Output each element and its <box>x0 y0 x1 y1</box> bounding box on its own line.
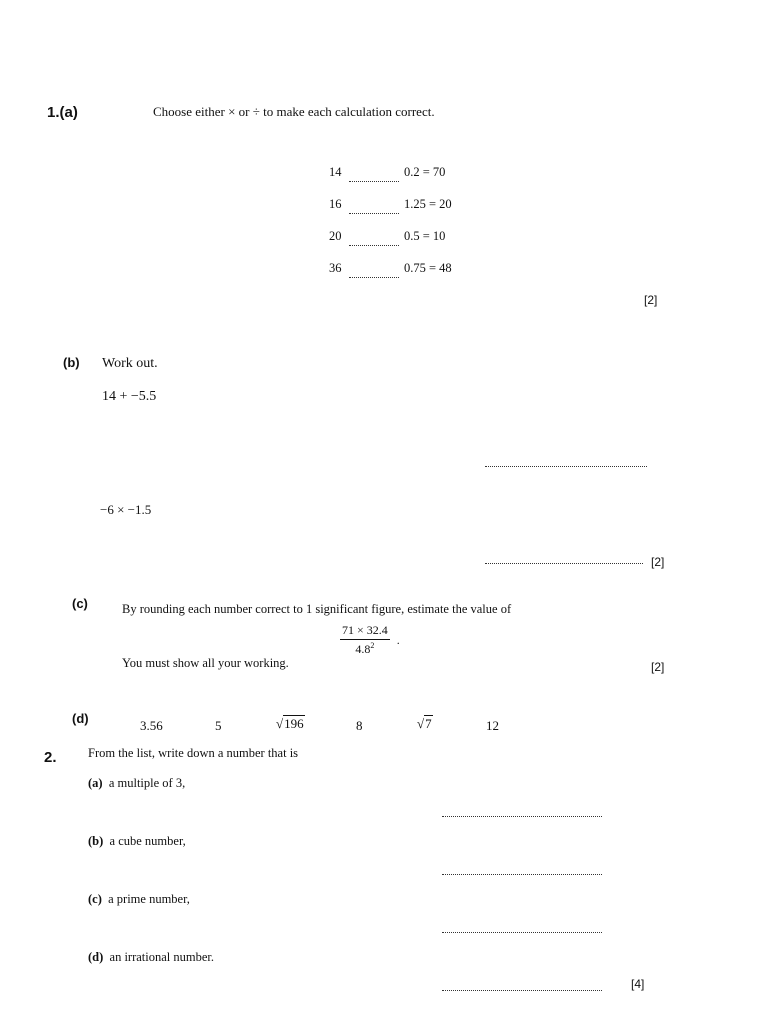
marks-label: [4] <box>631 977 645 991</box>
q1c-fraction <box>340 623 400 657</box>
part-label-c: (c) <box>72 596 88 611</box>
q1a-row-right: 0.2 = 70 <box>404 165 446 179</box>
answer-line[interactable] <box>442 873 602 875</box>
marks-label: [2] <box>651 660 665 674</box>
part-text: a multiple of 3, <box>108 776 186 790</box>
q1a-row-left: 20 <box>329 229 342 243</box>
list-item-sqrt <box>417 716 433 732</box>
part-text: a cube number, <box>109 834 186 848</box>
q2-instruction: From the list, write down a number that is <box>88 746 299 760</box>
part-label: (d) <box>88 950 104 964</box>
q1b-calculation-1: 14 + −5.5 <box>102 389 157 404</box>
marks-label: [2] <box>644 293 658 307</box>
answer-line[interactable] <box>485 465 647 467</box>
q1c-instruction: By rounding each number correct to 1 significant figure, estimate the value of <box>122 602 512 616</box>
question-number-1a: 1.(a) <box>47 104 78 121</box>
answer-blank[interactable] <box>349 244 399 246</box>
answer-line[interactable] <box>442 815 602 817</box>
q2-part-d <box>88 950 214 965</box>
q1a-row-left: 14 <box>329 165 342 179</box>
q1a-row-left: 16 <box>329 197 342 211</box>
list-item-sqrt <box>276 716 305 732</box>
fraction-denominator: 4.8 <box>355 642 371 656</box>
answer-blank[interactable] <box>349 276 399 278</box>
list-item: 3.56 <box>140 718 163 733</box>
answer-line[interactable] <box>485 562 643 564</box>
part-text: an irrational number. <box>109 950 215 964</box>
list-item: 8 <box>356 718 363 733</box>
fraction-trailing: . <box>396 632 400 647</box>
q2-part-a <box>88 776 185 791</box>
answer-line[interactable] <box>442 989 602 991</box>
part-label-b: (b) <box>63 355 80 370</box>
answer-blank[interactable] <box>349 212 399 214</box>
q2-part-c <box>88 892 190 907</box>
q1a-row-right: 0.5 = 10 <box>404 229 446 243</box>
list-item: 5 <box>215 718 222 733</box>
part-label: (b) <box>88 834 104 848</box>
part-label-d: (d) <box>72 711 89 726</box>
sqrt-radicand: 196 <box>284 716 304 731</box>
q1c-note: You must show all your working. <box>122 656 289 670</box>
sqrt-icon: √ <box>417 716 425 731</box>
question-number-2: 2. <box>44 749 57 766</box>
q1a-row-right: 1.25 = 20 <box>404 197 452 211</box>
list-item: 12 <box>486 718 499 733</box>
answer-blank[interactable] <box>349 180 399 182</box>
answer-line[interactable] <box>442 931 602 933</box>
fraction-exponent: 2 <box>370 641 375 650</box>
fraction-numerator: 71 × 32.4 <box>340 623 390 640</box>
q1a-row-left: 36 <box>329 261 342 275</box>
q1b-calculation-2: −6 × −1.5 <box>100 502 152 517</box>
q1a-row-right: 0.75 = 48 <box>404 261 452 275</box>
part-text: a prime number, <box>108 892 190 906</box>
sqrt-radicand: 7 <box>425 716 432 731</box>
sqrt-icon: √ <box>276 716 284 731</box>
q2-part-b <box>88 834 186 849</box>
part-label: (a) <box>88 776 103 790</box>
marks-label: [2] <box>651 555 665 569</box>
q1b-instruction: Work out. <box>102 356 158 371</box>
q1a-instruction: Choose either × or ÷ to make each calculation correct. <box>153 104 435 119</box>
part-label: (c) <box>88 892 102 906</box>
